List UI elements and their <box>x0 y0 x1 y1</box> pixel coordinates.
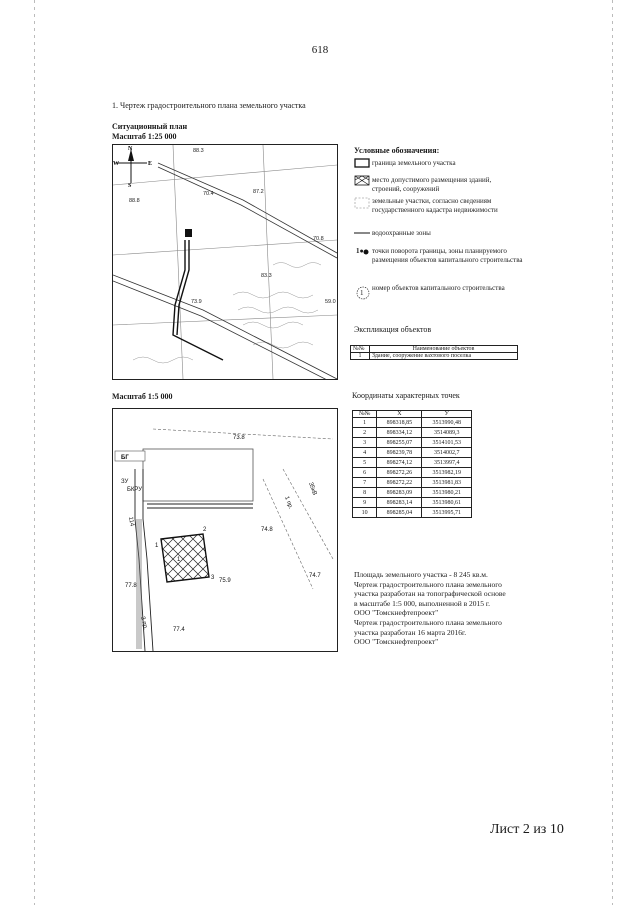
coord-row <box>353 508 472 518</box>
coord-row <box>353 488 472 498</box>
legend-item-placement: место допустимого размещения зданий, строений, сооружений <box>372 176 492 193</box>
coord-cell-y: 3513990,48 <box>422 418 472 428</box>
scan-edge-right <box>612 0 613 905</box>
coord-cell-x: 898239,78 <box>377 448 422 458</box>
coord-row <box>353 458 472 468</box>
note-line: ООО "Томскнефтепроект" <box>354 637 439 647</box>
legend-item-object-number: номер объектов капитального строительства <box>372 284 505 292</box>
coord-row <box>353 468 472 478</box>
svg-text:35кВ: 35кВ <box>307 481 318 497</box>
coord-header-num: №№ <box>353 411 377 418</box>
coord-cell-num: 10 <box>353 508 377 518</box>
coord-cell-num: 9 <box>353 498 377 508</box>
svg-text:1: 1 <box>155 543 159 549</box>
legend-object-number: 1 <box>360 289 364 297</box>
coordinates-table-body <box>353 418 472 518</box>
coord-cell-x: 898272,26 <box>377 468 422 478</box>
legend-point-label: 1● <box>356 247 364 255</box>
coord-cell-y: 3513982,19 <box>422 468 472 478</box>
coord-cell-y: 3513980,61 <box>422 498 472 508</box>
cadastre-symbol <box>355 198 369 208</box>
notes-block <box>354 570 554 647</box>
coord-cell-y: 3513980,21 <box>422 488 472 498</box>
svg-text:3: 3 <box>211 575 215 581</box>
coord-cell-x: 898285,04 <box>377 508 422 518</box>
situation-plan-header <box>112 122 187 142</box>
coord-header-x: X <box>377 411 422 418</box>
svg-text:70.4: 70.4 <box>203 191 214 197</box>
coord-cell-y: 3514002,7 <box>422 448 472 458</box>
road-hatching <box>136 519 142 649</box>
svg-text:70.8: 70.8 <box>313 236 324 242</box>
legend-item-cadastre: земельные участки, согласно сведениям государственного кадастра недвижимости <box>372 197 498 214</box>
coord-cell-x: 898274,12 <box>377 458 422 468</box>
scan-edge-left <box>34 0 35 905</box>
coord-cell-num: 2 <box>353 428 377 438</box>
svg-text:W: W <box>113 161 119 167</box>
note-line: Чертеж градостроительного плана земельного <box>354 579 502 589</box>
svg-text:87.2: 87.2 <box>253 189 264 195</box>
coord-cell-num: 8 <box>353 488 377 498</box>
coord-cell-num: 6 <box>353 468 377 478</box>
coord-row <box>353 498 472 508</box>
coord-cell-num: 5 <box>353 458 377 468</box>
coord-cell-x: 898283,14 <box>377 498 422 508</box>
coord-cell-x: 898283,09 <box>377 488 422 498</box>
coord-cell-x: 898272,22 <box>377 478 422 488</box>
svg-text:77.8: 77.8 <box>125 583 137 589</box>
coord-row <box>353 428 472 438</box>
legend-item-boundary: граница земельного участка <box>372 159 456 167</box>
coord-row <box>353 478 472 488</box>
explication-header-num: №№ <box>351 346 370 353</box>
coord-cell-num: 3 <box>353 438 377 448</box>
coord-row <box>353 438 472 448</box>
svg-text:73.8: 73.8 <box>233 435 245 441</box>
legend-title: Условные обозначения: <box>354 146 440 155</box>
detail-plan-scale: Масштаб 1:5 000 <box>112 392 173 401</box>
svg-text:74.7: 74.7 <box>309 573 321 579</box>
svg-text:S: S <box>128 183 132 189</box>
svg-text:1 пр.: 1 пр. <box>283 495 294 511</box>
svg-text:2: 2 <box>203 527 207 533</box>
explication-title: Экспликация объектов <box>354 325 432 334</box>
svg-text:75.9: 75.9 <box>219 578 231 584</box>
svg-text:83.3: 83.3 <box>261 273 272 279</box>
svg-text:88.3: 88.3 <box>193 148 204 154</box>
note-line: в масштабе 1:5 000, выполненной в 2015 г. <box>354 598 491 608</box>
situation-plan-title: Ситуационный план <box>112 122 188 131</box>
svg-text:N: N <box>128 146 133 152</box>
svg-text:114: 114 <box>127 516 135 527</box>
sheet-number: Лист 2 из 10 <box>490 822 564 837</box>
coord-cell-num: 7 <box>353 478 377 488</box>
turn-point-symbol <box>364 250 369 255</box>
explication-header-name: Наименование объектов <box>370 346 518 353</box>
coord-cell-x: 898318,85 <box>377 418 422 428</box>
svg-text:ЗУ: ЗУ <box>121 479 129 485</box>
coord-row <box>353 448 472 458</box>
coord-cell-y: 3513981,83 <box>422 478 472 488</box>
svg-text:1: 1 <box>177 557 181 563</box>
note-line: ООО "Томскнефтепроект" <box>354 608 439 618</box>
explication-cell-num: 1 <box>351 353 370 360</box>
coord-cell-num: 1 <box>353 418 377 428</box>
svg-text:БКРУ: БКРУ <box>127 487 143 493</box>
coord-cell-y: 3514101,53 <box>422 438 472 448</box>
note-area: Площадь земельного участка - 8 245 кв.м. <box>354 570 488 579</box>
coordinates-table <box>352 410 472 518</box>
coord-cell-y: 3514089,3 <box>422 428 472 438</box>
site-marker <box>185 229 192 237</box>
svg-text:3 пр.: 3 пр. <box>139 615 149 631</box>
situation-map <box>112 144 338 380</box>
coord-row <box>353 418 472 428</box>
boundary-symbol <box>355 159 369 167</box>
svg-text:59.0: 59.0 <box>325 299 336 305</box>
coordinates-title: Координаты характерных точек <box>352 391 460 400</box>
svg-text:БГ: БГ <box>121 455 129 461</box>
coord-cell-x: 898334,12 <box>377 428 422 438</box>
explication-cell-name: Здание, сооружение вахтового поселка <box>370 353 518 360</box>
explication-table <box>350 345 518 360</box>
coord-cell-y: 3513997,4 <box>422 458 472 468</box>
detail-map <box>112 408 338 652</box>
svg-text:E: E <box>148 161 153 167</box>
page-number: 618 <box>311 44 329 56</box>
site-polygon <box>161 534 209 582</box>
svg-text:74.8: 74.8 <box>261 527 273 533</box>
legend-item-water-zone: водоохранные зоны <box>372 229 431 237</box>
note-line: Чертеж градостроительного плана земельного <box>354 617 502 627</box>
document-heading: 1. Чертеж градостроительного плана земельного участка <box>112 101 306 110</box>
coord-header-y: У <box>422 411 472 418</box>
coord-cell-num: 4 <box>353 448 377 458</box>
svg-text:88.8: 88.8 <box>129 198 140 204</box>
note-line: участка разработан на топографической основе <box>354 589 506 599</box>
coord-cell-x: 898255,07 <box>377 438 422 448</box>
svg-text:77.4: 77.4 <box>173 627 185 633</box>
situation-plan-scale: Масштаб 1:25 000 <box>112 132 177 141</box>
note-line: участка разработан 16 марта 2016г. <box>354 627 467 637</box>
svg-text:73.9: 73.9 <box>191 299 202 305</box>
coord-cell-y: 3513995,71 <box>422 508 472 518</box>
legend-item-turn-points: точки поворота границы, зоны планируемого размещения объектов капитального строительства <box>372 247 523 264</box>
